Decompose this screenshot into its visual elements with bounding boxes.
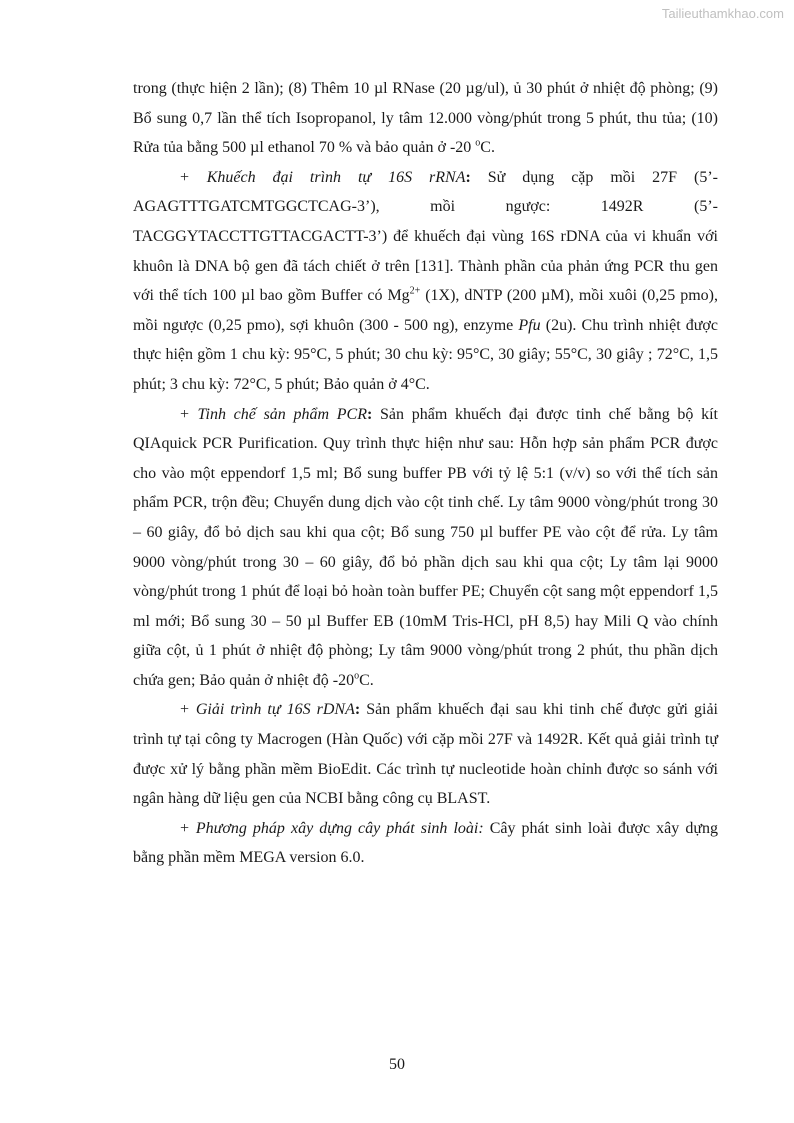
label-colon: : xyxy=(354,701,361,719)
paragraph-text: trong (thực hiện 2 lần); (8) Thêm 10 µl RNase (20 µg/ul), ủ 30 phút ở nhiệt độ phòng; (9) Bổ sung 0,7 lần thể tích Isopropanol, ly tâm 12.000 vòng/phút trong 5 phút, thu tủa; (10) Rửa tủa bằng 500 µl ethanol 70 % và bảo quản ở -20 xyxy=(133,80,718,157)
label-colon: : xyxy=(367,405,373,423)
paragraph-16s-amplification xyxy=(133,163,718,400)
paragraph-16s-sequencing xyxy=(133,695,718,813)
section-label: + Phương pháp xây dựng cây phát sinh loài: xyxy=(179,819,484,837)
paragraph-text: Sản phẩm khuếch đại sau khi tinh chế được gửi giải trình tự tại công ty Macrogen (Hàn Quốc) với cặp mồi 27F và 1492R. Kết quả giải trình tự được xử lý bằng phần mềm BioEdit. Các trình tự nucleotide hoàn chỉnh được so sánh với ngân hàng dữ liệu gen của NCBI bằng công cụ BLAST. xyxy=(133,701,718,808)
paragraph-dna-extraction-steps xyxy=(133,74,718,163)
section-label: + Tinh chế sản phẩm PCR xyxy=(179,405,367,423)
enzyme-name: Pfu xyxy=(518,316,541,334)
paragraph-pcr-purification xyxy=(133,400,718,696)
paragraph-text-end: (2u). Chu trình nhiệt được thực hiện gồm 1 chu kỳ: 95°C, 5 phút; 30 chu kỳ: 95°C, 30 giây; 55°C, 30 giây ; 72°C, 1,5 phút; 3 chu kỳ: 72°C, 5 phút; Bảo quản ở 4°C. xyxy=(133,316,718,393)
degree-superscript: o xyxy=(354,670,360,682)
document-body xyxy=(133,74,718,873)
paragraph-text-end: C. xyxy=(480,139,495,157)
paragraph-text: Sử dụng cặp mồi 27F (5’-AGAGTTTGATCMTGGCTCAG-3’), mồi ngược: 1492R (5’-TACGGYTACCTTGTTACGACTT-3’) để khuếch đại vùng 16S rDNA của vi khuẩn với khuôn là DNA bộ gen đã tách chiết ở trên [131]. Thành phần của phản ứng PCR thu gen với thể tích 100 µl bao gồm Buffer có Mg xyxy=(133,168,718,305)
page-number: 50 xyxy=(389,1056,405,1073)
section-label: + Khuếch đại trình tự 16S rRNA xyxy=(179,168,466,186)
mg-charge-superscript: 2+ xyxy=(409,285,421,297)
degree-superscript: o xyxy=(475,137,481,149)
paragraph-phylogenetic-tree xyxy=(133,814,718,873)
section-label: + Giải trình tự 16S rDNA xyxy=(179,701,355,719)
paragraph-text-end: C. xyxy=(359,671,374,689)
label-colon: : xyxy=(465,168,471,186)
paragraph-text-continued: (1X), dNTP (200 µM), mồi xuôi (0,25 pmo), mồi ngược (0,25 pmo), sợi khuôn (300 - 500 ng), enzyme xyxy=(133,287,718,334)
paragraph-text: Sản phẩm khuếch đại được tinh chế bằng bộ kít QIAquick PCR Purification. Quy trình thực hiện như sau: Hỗn hợp sản phẩm PCR được cho vào một eppendorf 1,5 ml; Bổ sung buffer PB với tỷ lệ 5:1 (v/v) so với thể tích sản phẩm PCR, trộn đều; Chuyển dung dịch vào cột tinh chế. Ly tâm 9000 vòng/phút trong 30 – 60 giây, đổ bỏ dịch sau khi qua cột; Bổ sung 750 µl buffer PE vào cột để rửa. Ly tâm 9000 vòng/phút trong 30 – 60 giây, đổ bỏ phần dịch sau khi qua cột; Ly tâm lại 9000 vòng/phút trong 1 phút để loại bỏ hoàn toàn buffer PE; Chuyển cột sang một eppendorf 1,5 ml mới; Bổ sung 30 – 50 µl Buffer EB (10mM Tris-HCl, pH 8,5) hay Mili Q vào chính giữa cột, ủ 1 phút ở nhiệt độ phòng; Ly tâm 9000 vòng/phút trong 2 phút, thu phần dịch chứa gen; Bảo quản ở nhiệt độ -20 xyxy=(133,405,718,689)
paragraph-text: Cây phát sinh loài được xây dựng bằng phần mềm MEGA version 6.0. xyxy=(133,819,718,867)
watermark: Tailieuthamkhao.com xyxy=(661,6,784,21)
